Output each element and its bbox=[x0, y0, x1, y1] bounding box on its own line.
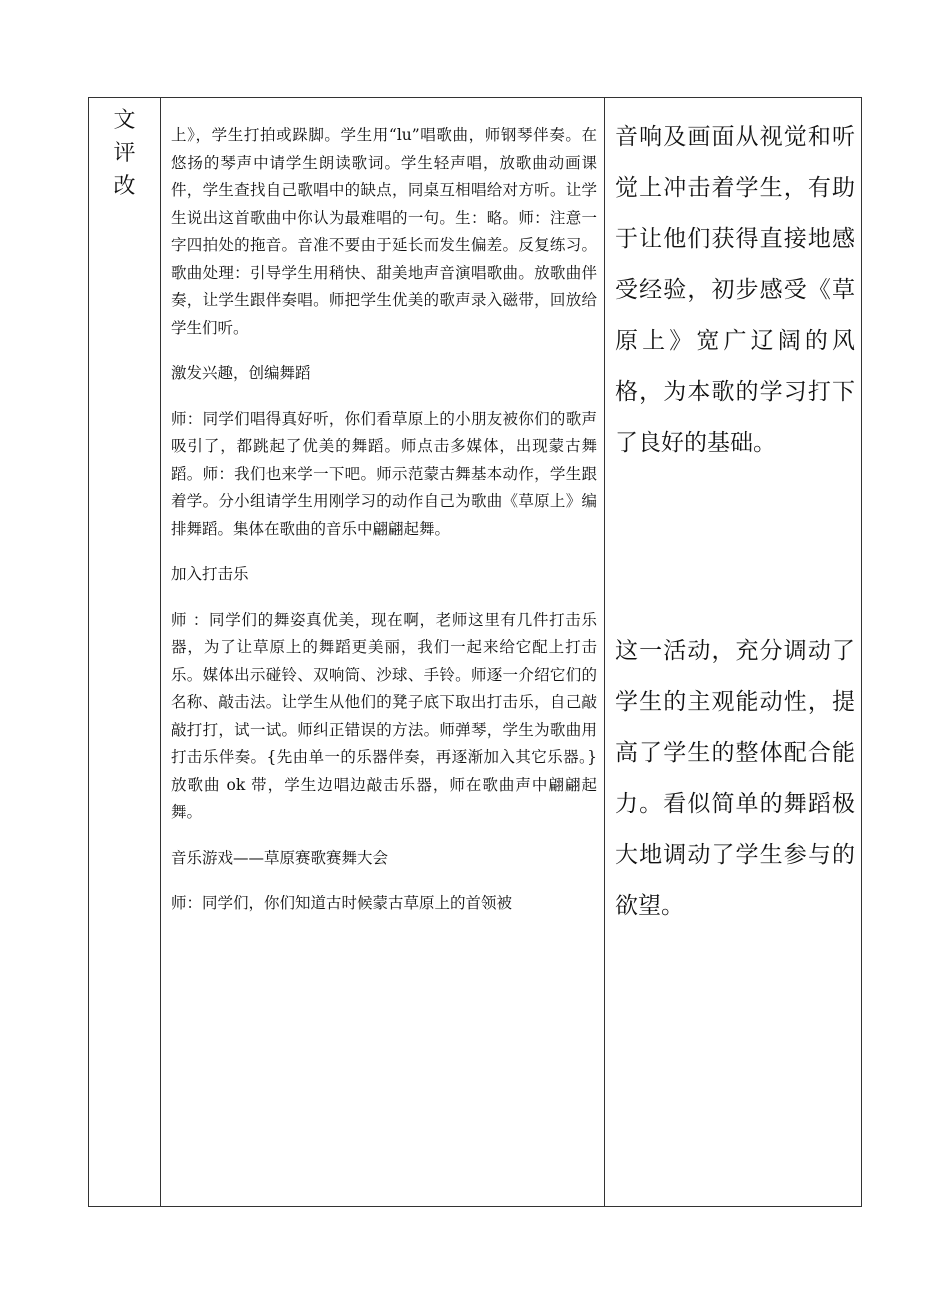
section-heading: 音乐游戏——草原赛歌赛舞大会 bbox=[171, 848, 389, 867]
row-label-char: 文 bbox=[113, 108, 136, 133]
design-intent-comment bbox=[615, 112, 855, 469]
section-heading: 激发兴趣，创编舞蹈 bbox=[171, 364, 311, 382]
comment-text: 这一活动，充分调动了学生的主观能动性，提高了学生的整体配合能力。看似简单的舞蹈极大地调动了学生参与的欲望。 bbox=[615, 638, 855, 919]
process-paragraph: 师：同学们，你们知道古时候蒙古草原上的首领被 bbox=[171, 894, 513, 912]
lesson-table bbox=[88, 97, 862, 1207]
teaching-process-cell bbox=[171, 122, 597, 936]
process-paragraph: 上》，学生打拍或跺脚。学生用“lu”唱歌曲，师钢琴伴奏。在悠扬的琴声中请学生朗读歌词。学生轻声唱，放歌曲动画课件，学生查找自己歌唱中的缺点，同桌互相唱给对方听。让学生说出这首歌曲中你认为最难唱的一句。生：略。师：注意一字四拍处的拖音。音准不要由于延长而发生偏差。反复练习。歌曲处理：引导学生用稍快、甜美地声音演唱歌曲。放歌曲伴奏，让学生跟伴奏唱。师把学生优美的歌声录入磁带，回放给学生们听。 bbox=[171, 126, 597, 337]
row-label-char: 评 bbox=[113, 141, 136, 166]
column-divider bbox=[604, 98, 605, 1206]
row-label-char: 改 bbox=[113, 174, 136, 199]
row-label-cell bbox=[89, 104, 160, 203]
comment-text: 音响及画面从视觉和听觉上冲击着学生，有助于让他们获得直接地感受经验，初步感受《草原上》宽广辽阔的风格，为本歌的学习打下了良好的基础。 bbox=[615, 124, 855, 456]
process-paragraph: 师：同学们唱得真好听，你们看草原上的小朋友被你们的歌声吸引了，都跳起了优美的舞蹈。师点击多媒体，出现蒙古舞蹈。师：我们也来学一下吧。师示范蒙古舞基本动作，学生跟着学。分小组请学生用刚学习的动作自己为歌曲《草原上》编排舞蹈。集体在歌曲的音乐中翩翩起舞。 bbox=[171, 409, 597, 538]
process-paragraph: 师 ：同学们的舞姿真优美，现在啊，老师这里有几件打击乐器，为了让草原上的舞蹈更美丽，我们一起来给它配上打击乐。媒体出示碰铃、双响筒、沙球、手铃。师逐一介绍它们的名称、敲击法。让学生从他们的凳子底下取出打击乐，自己敲敲打打，试一试。师纠正错误的方法。师弹琴，学生为歌曲用打击乐伴奏。{先由单一的乐器伴奏，再逐渐加入其它乐器。}放歌曲 ok 带，学生边唱边敲击乐器，师在歌曲声中翩翩起舞。 bbox=[171, 610, 597, 821]
section-heading: 加入打击乐 bbox=[171, 565, 249, 583]
design-intent-comment bbox=[615, 626, 855, 932]
column-divider bbox=[160, 98, 161, 1206]
